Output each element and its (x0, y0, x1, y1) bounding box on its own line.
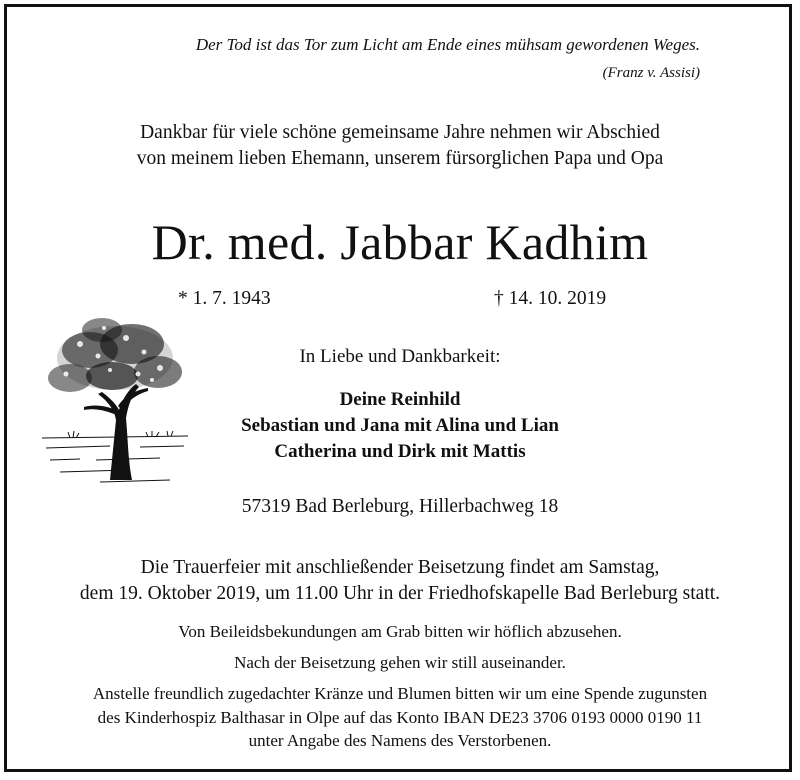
after-burial-note: Nach der Beisetzung gehen wir still auseinander. (234, 653, 566, 672)
funeral-line-2: dem 19. Oktober 2019, um 11.00 Uhr in der Friedhofskapelle Bad Berleburg statt. (79, 583, 721, 604)
mourner-line-3: Catherina und Dirk mit Mattis (274, 441, 526, 462)
funeral-line-1: Die Trauerfeier mit anschließender Beisetzung findet am Samstag, (140, 557, 660, 578)
mourner-line-2: Sebastian und Jana mit Alina und Lian (241, 415, 559, 436)
mourners-heading: In Liebe und Dankbarkeit: (299, 346, 501, 367)
donation-line-2: des Kinderhospiz Balthasar in Olpe auf das Konto IBAN DE23 3706 0193 0000 0190 11 (97, 708, 703, 727)
quote-author: (Franz v. Assisi) (602, 65, 700, 81)
donation-line-3: unter Angabe des Namens des Verstorbenen. (248, 731, 552, 750)
intro-line-2: von meinem lieben Ehemann, unserem fürsorglichen Papa und Opa (136, 148, 664, 169)
death-date: † 14. 10. 2019 (494, 288, 607, 309)
mourner-line-1: Deine Reinhild (339, 389, 461, 410)
intro-line-1: Dankbar für viele schöne gemeinsame Jahre nehmen wir Abschied (140, 122, 660, 143)
quote-text: Der Tod ist das Tor zum Licht am Ende eines mühsam gewordenen Weges. (195, 35, 700, 54)
birth-date: * 1. 7. 1943 (178, 288, 271, 309)
family-address: 57319 Bad Berleburg, Hillerbachweg 18 (241, 496, 559, 517)
donation-line-1: Anstelle freundlich zugedachter Kränze und Blumen bitten wir um eine Spende zugunsten (92, 684, 708, 703)
condolence-note: Von Beileidsbekundungen am Grab bitten wir höflich abzusehen. (178, 622, 622, 641)
deceased-name: Dr. med. Jabbar Kadhim (151, 214, 649, 270)
